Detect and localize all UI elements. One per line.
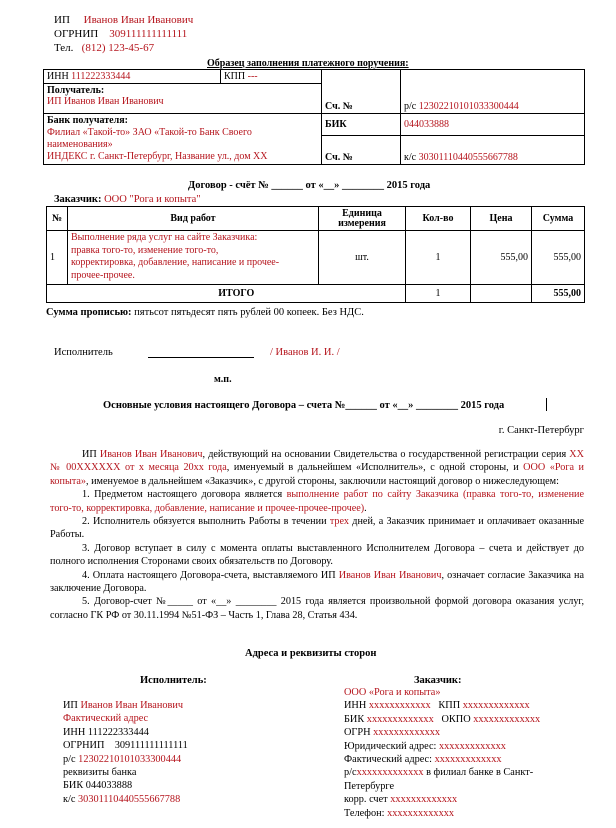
cust-rs-rest: в филиал банке в Санкт- xyxy=(423,767,534,779)
executor-requisites xyxy=(63,699,188,806)
exec-ogrnip-line xyxy=(63,739,188,752)
exec-ip-name: Иванов Иван Иванович xyxy=(80,700,184,711)
exec-ip-label: ИП xyxy=(63,700,78,711)
bik-value: 044033888 xyxy=(401,114,585,136)
bank-line1: Филиал «Такой-то» ЗАО «Такой-то Банк Своего xyxy=(47,127,252,138)
total-empty xyxy=(47,285,68,303)
bik-label: БИК xyxy=(322,114,401,136)
cust-ogrn-value: xxxxxxxxxxxxx xyxy=(373,727,441,739)
customer-title: Заказчик: xyxy=(414,675,462,686)
paragraph-1 xyxy=(50,488,584,515)
payment-sample-table xyxy=(43,69,585,165)
contract-title: Договор - счёт № ______ от «__» ________ 2015 года xyxy=(188,180,431,191)
corr-prefix: к/с xyxy=(404,152,417,163)
exec-address: Фактический адрес xyxy=(63,713,149,725)
p1-text: . xyxy=(364,502,367,514)
paragraph-2 xyxy=(50,515,584,542)
p1-text: 1. Предметом настоящего договора является xyxy=(82,489,287,501)
kpp-cell xyxy=(221,70,322,84)
bank-line3-rest: г. Санкт-Петербург, Название ул., дом ХХ xyxy=(89,151,268,162)
exec-ip-line xyxy=(63,699,188,712)
recipient-value: ИП Иванов Иван Иванович xyxy=(47,96,164,107)
cust-bik-label: БИК xyxy=(344,713,365,725)
p2-text: дней, а Заказчик принимает и оплачивает оказанные Работы. xyxy=(50,516,584,541)
customer-label: Заказчик: xyxy=(54,194,102,205)
conditions-body xyxy=(50,448,584,622)
text-cursor xyxy=(546,398,547,411)
kpp-value: --- xyxy=(247,71,258,82)
col-qty-header: Кол-во xyxy=(406,207,471,231)
col-price-header: Цена xyxy=(471,207,532,231)
col-work-header: Вид работ xyxy=(68,207,319,231)
work-line: правка того-то, изменение того-то, xyxy=(71,244,219,256)
exec-rs-prefix: р/с xyxy=(63,753,76,765)
customer-requisites xyxy=(344,686,540,820)
intro-text: , именуемый в дальнейшем «Исполнитель», с одной стороны, и xyxy=(226,462,524,474)
cust-fact-label: Фактический адрес: xyxy=(344,754,432,766)
cust-corr-value: xxxxxxxxxxxxx xyxy=(390,794,458,806)
table-row xyxy=(47,231,585,285)
cust-name: ООО «Рога и копыта» xyxy=(344,687,441,698)
inn-cell xyxy=(44,70,221,84)
cust-phone-line xyxy=(344,807,540,820)
header-ogrnip-value: 309111111111111 xyxy=(109,28,188,40)
cust-fact-value: xxxxxxxxxxxxx xyxy=(434,754,502,766)
works-table xyxy=(46,206,585,303)
p2-text: 2. Исполнитель обязуется выполнить Работы в течении xyxy=(82,516,330,528)
intro-text: , именуемое в дальнейшем «Заказчик», с другой стороны, заключили настоящий договор о нижеследующем: xyxy=(86,475,559,487)
header-tel-label: Тел. xyxy=(54,42,74,54)
cust-rs-value: xxxxxxxxxxxxx xyxy=(356,767,424,779)
exec-ogrnip-value: 309111111111111 xyxy=(114,740,188,752)
executor-sign-label: Исполнитель xyxy=(54,347,113,358)
cust-kpp-label: КПП xyxy=(438,700,461,712)
work-line: корректировка, добавление, написание и прочее- xyxy=(71,257,280,268)
exec-ogrnip-label: ОГРНИП xyxy=(63,740,105,752)
cust-legal-label: Юридический адрес: xyxy=(344,740,437,752)
cust-inn-label: ИНН xyxy=(344,700,367,712)
kpp-label: КПП xyxy=(224,71,246,82)
header-ip-name: Иванов Иван Иванович xyxy=(83,14,194,26)
cust-okpo-value: xxxxxxxxxxxxx xyxy=(473,713,541,725)
total-price-empty xyxy=(471,285,532,303)
account-value: 12302210101033300444 xyxy=(418,101,519,112)
cust-okpo-label: ОКПО xyxy=(441,713,471,725)
paragraph-5: 5. Договор-счет №_____ от «__» ________ 2015 года является произвольной формой договора оказания услуг, согласно ГК РФ от 30.11.1994 №51-ФЗ – Часть 1, Глава 28, Статья 434. xyxy=(50,596,584,621)
row-work xyxy=(68,231,319,285)
bank-label: Банк получателя: xyxy=(47,115,128,126)
col-unit-header: Единица измерения xyxy=(319,207,406,231)
customer-line xyxy=(54,194,201,205)
cust-fact-line xyxy=(344,753,540,766)
executor-sign-line xyxy=(54,347,113,358)
intro-text: , действующий на основании Свидетельства о государственной регистрации серия xyxy=(202,449,570,460)
cust-legal-value: xxxxxxxxxxxxx xyxy=(438,740,506,752)
paragraph-3: 3. Договор вступает в силу с момента оплаты выставленного Исполнителем Договора – счета и действует до полного исполнения Сторонами своих обязательств по Договору. xyxy=(50,542,584,568)
total-label: ИТОГО xyxy=(68,285,406,303)
cust-phone-value: xxxxxxxxxxxxx xyxy=(387,807,455,819)
conditions-title: Основные условия настоящего Договора – счета №______ от «__» ________ 2015 года xyxy=(103,400,505,411)
cust-corr-line xyxy=(344,793,540,806)
total-sum: 555,00 xyxy=(532,285,585,303)
exec-rs-value: 12302210101033300444 xyxy=(78,753,182,765)
recipient-label: Получатель: xyxy=(47,85,105,96)
signature-line xyxy=(148,357,254,358)
payment-sample-title: Образец заполнения платежного поручения: xyxy=(207,58,409,69)
intro-ip-name: Иванов Иван Иванович xyxy=(99,449,203,460)
cust-rs-prefix: р/с xyxy=(344,767,357,779)
bank-line3-prefix: ИНДЕКС xyxy=(47,151,88,162)
sum-words-line xyxy=(46,307,364,318)
header-ip-line xyxy=(54,14,193,26)
sum-words-label: Сумма прописью: xyxy=(46,307,132,318)
cust-inn-line xyxy=(344,699,540,712)
header-ogrnip-line xyxy=(54,28,187,40)
header-ip-label: ИП xyxy=(54,14,70,26)
customer-value: ООО "Рога и копыта" xyxy=(104,194,201,205)
work-line: Выполнение ряда услуг на сайте Заказчика: xyxy=(71,232,258,243)
p1-subject: выполнение работ по сайту Заказчика (правка того-то, изменение того-то, корректировка, добавление, написание и прочее-прочее-прочее) xyxy=(50,489,584,514)
exec-rs-line xyxy=(63,753,188,766)
executor-title: Исполнитель: xyxy=(140,675,207,686)
cust-inn-value: xxxxxxxxxxxx xyxy=(368,700,431,712)
col-sum-header: Сумма xyxy=(532,207,585,231)
cust-legal-line xyxy=(344,740,540,753)
empty-top-cell xyxy=(322,70,401,84)
header-ogrnip-label: ОГРНИП xyxy=(54,28,99,40)
cust-corr-label: корр. счет xyxy=(344,794,388,806)
row-qty: 1 xyxy=(406,231,471,285)
exec-ks-value: 30301110440555667788 xyxy=(78,793,181,805)
recipient-cell xyxy=(44,84,322,114)
account-label: Сч. № xyxy=(322,84,401,114)
corr-label: Сч. № xyxy=(322,135,401,164)
cust-rs-city: Петербурге xyxy=(344,780,395,792)
row-price: 555,00 xyxy=(471,231,532,285)
exec-ks-line xyxy=(63,793,188,806)
row-unit: шт. xyxy=(319,231,406,285)
cust-kpp-value: xxxxxxxxxxxxx xyxy=(462,700,530,712)
inn-label: ИНН xyxy=(47,71,69,82)
corr-cell xyxy=(401,135,585,164)
sum-words-value: пятьсот пятьдесят пять рублей 00 копеек. Без НДС. xyxy=(134,307,364,318)
intro-paragraph xyxy=(50,448,584,488)
intro-customer: ООО «Рога и копыта» xyxy=(50,462,585,487)
row-sum: 555,00 xyxy=(532,231,585,285)
account-prefix: р/с xyxy=(404,101,417,112)
row-num: 1 xyxy=(47,231,68,285)
exec-bik: БИК 044033888 xyxy=(63,780,133,792)
requisites-title: Адреса и реквизиты сторон xyxy=(245,648,377,659)
cust-ogrn-label: ОГРН xyxy=(344,727,371,739)
exec-ks-prefix: к/с xyxy=(63,793,76,805)
cust-rs-line xyxy=(344,766,540,779)
work-line: прочее-прочее. xyxy=(71,269,135,281)
cust-ogrn-line xyxy=(344,726,540,739)
bank-line2: наименования» xyxy=(47,139,113,150)
header-tel-line xyxy=(54,42,154,54)
p4-ip-name: Иванов Иван Иванович xyxy=(338,569,442,581)
city: г. Санкт-Петербург xyxy=(498,425,584,436)
stamp-label: м.п. xyxy=(214,374,232,385)
total-qty: 1 xyxy=(406,285,471,303)
intro-text: ИП xyxy=(82,449,100,460)
executor-sign-name: / Иванов И. И. / xyxy=(270,347,340,358)
corr-value: 30301110440555667788 xyxy=(418,152,518,163)
exec-bank: реквизиты банка xyxy=(63,767,137,779)
empty-top-cell-2 xyxy=(401,70,585,84)
bank-cell xyxy=(44,114,322,165)
p4-text: 4. Оплата настоящего Договора-счета, выставляемого ИП xyxy=(82,569,339,581)
header-tel-value: (812) 123-45-67 xyxy=(81,42,155,54)
account-cell xyxy=(401,84,585,114)
p2-days: трех xyxy=(329,516,349,528)
col-num-header: № xyxy=(47,207,68,231)
exec-inn: ИНН 111222333444 xyxy=(63,726,149,738)
paragraph-4 xyxy=(50,569,584,596)
cust-bik-value: xxxxxxxxxxxxx xyxy=(366,713,434,725)
inn-value: 111222333444 xyxy=(71,71,131,82)
intro-cert: ХХ № 00ХХХХХХ от х месяца 20хх года xyxy=(50,449,585,474)
bank-line3 xyxy=(47,151,318,163)
cust-phone-label: Телефон: xyxy=(344,807,385,819)
cust-bik-line xyxy=(344,713,540,726)
p4-text: , означает согласие Заказчика на заключение Договора. xyxy=(50,569,584,595)
